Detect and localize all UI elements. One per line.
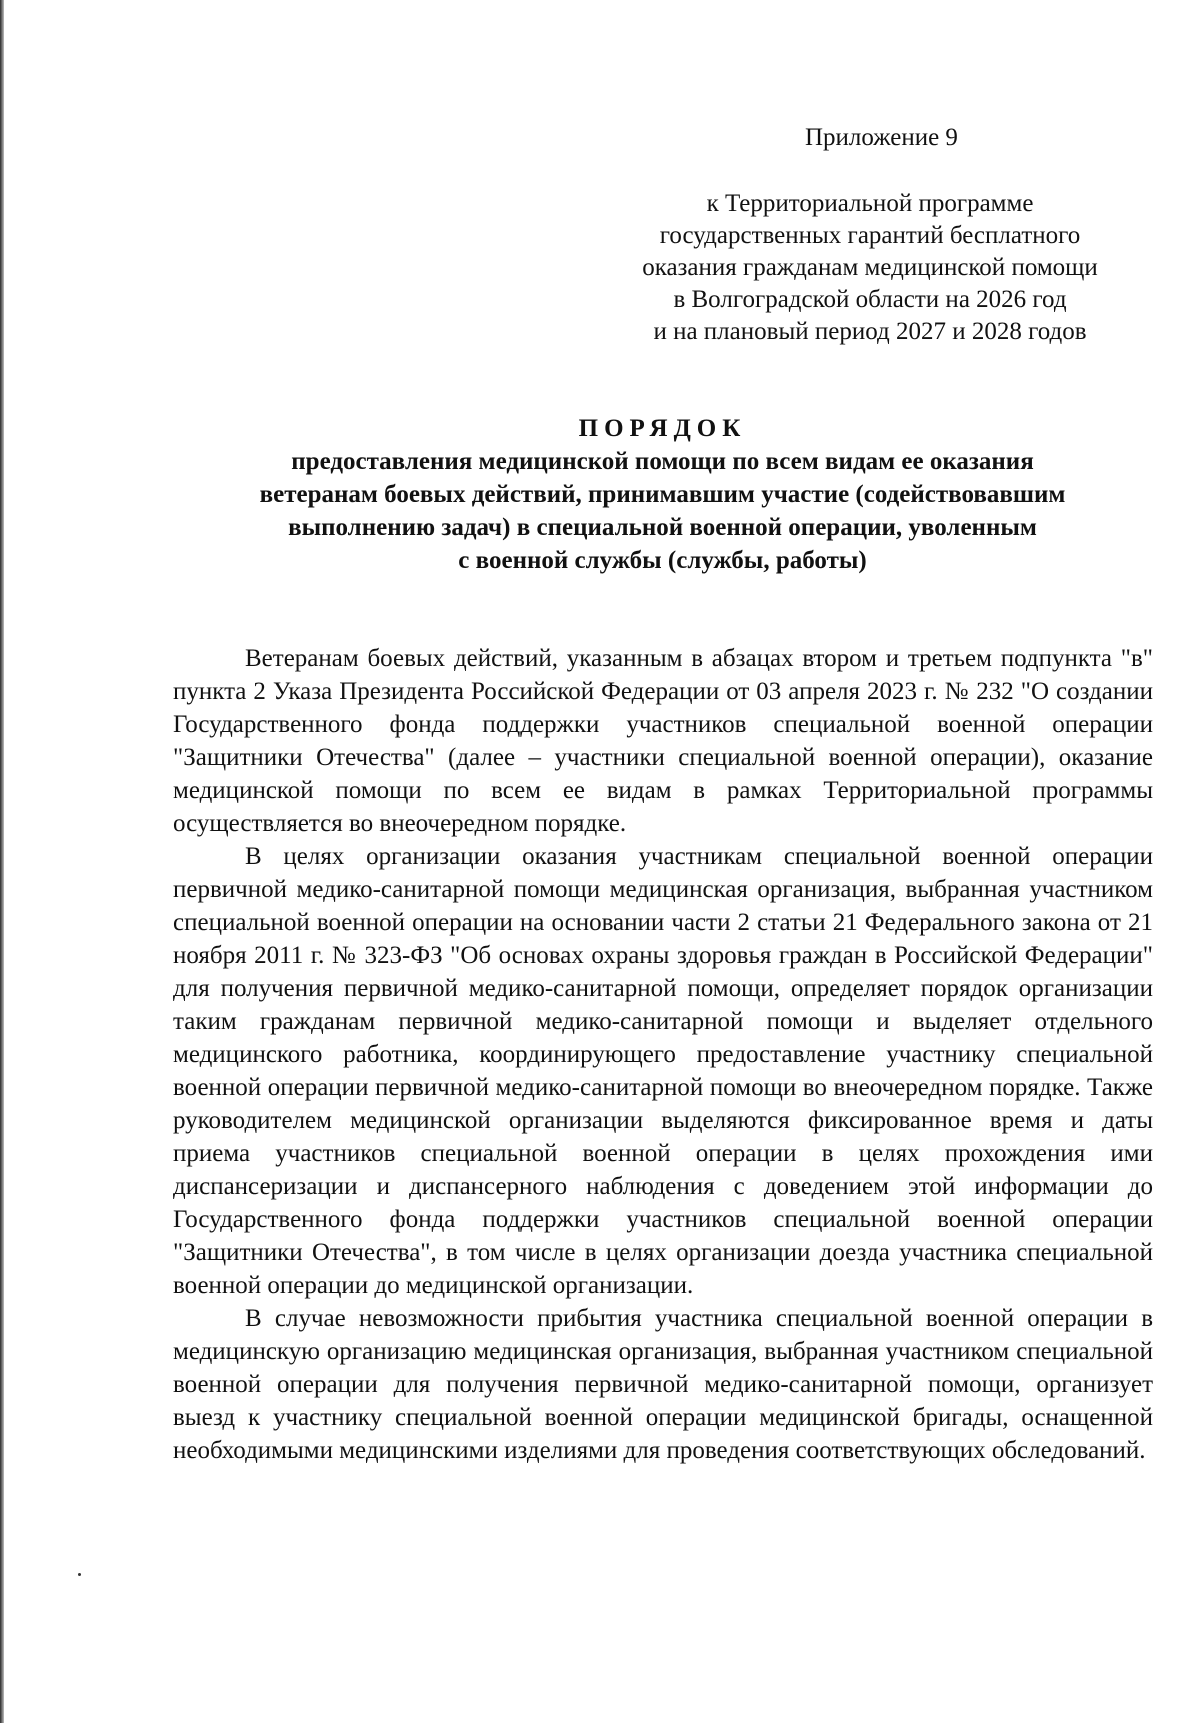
document-heading: [170, 412, 1155, 577]
program-reference: [610, 188, 1130, 348]
program-line: в Волгоградской области на 2026 год: [673, 286, 1067, 313]
document-title: ПОРЯДОК: [578, 415, 747, 442]
document-body: [173, 642, 1153, 1467]
appendix-label: Приложение 9: [805, 124, 958, 151]
program-line: и на плановый период 2027 и 2028 годов: [653, 318, 1087, 345]
body-paragraph: В целях организации оказания участникам специальной военной операции первичной медико-санитарной помощи медицинская организация, выбранная участником специальной военной операции на основании части 2 статьи 21 Федерального закона от 21 ноября 2011 г. № 323-ФЗ "Об основах охраны здоровья граждан в Российской Федерации" для получения первичной медико-санитарной помощи, определяет порядок организации таким гражданам первичной медико-санитарной помощи и выделяет отдельного медицинского работника, координирующего предоставление участнику специальной военной операции первичной медико-санитарной помощи во внеочередном порядке. Также руководителем медицинской организации выделяются фиксированное время и даты приема участников специальной военной операции в целях прохождения ими диспансеризации и диспансерного наблюдения с доведением этой информации до Государственного фонда поддержки участников специальной военной операции "Защитники Отечества", в том числе в целях организации доезда участника специальной военной операции до медицинской организации.: [173, 843, 1153, 1299]
scan-edge: [0, 0, 4, 1723]
body-paragraph: Ветеранам боевых действий, указанным в абзацах втором и третьем подпункта "в" пункта 2 Указа Президента Российской Федерации от 03 апреля 2023 г. № 232 "О создании Государственного фонда поддержки участников специальной военной операции "Защитники Отечества" (далее – участники специальной военной операции), оказание медицинской помощи по всем ее видам в рамках Территориальной программы осуществляется во внеочередном порядке.: [173, 645, 1153, 837]
heading-subtitle-line: предоставления медицинской помощи по всем видам ее оказания: [291, 448, 1034, 475]
program-line: к Территориальной программе: [706, 190, 1034, 217]
heading-subtitle-line: ветеранам боевых действий, принимавшим участие (содействовавшим: [259, 481, 1066, 508]
scan-speck: [78, 1573, 81, 1576]
heading-subtitle-line: выполнению задач) в специальной военной операции, уволенным: [288, 514, 1037, 541]
program-line: государственных гарантий бесплатного: [659, 222, 1081, 249]
body-paragraph: В случае невозможности прибытия участника специальной военной операции в медицинскую организацию медицинская организация, выбранная участником специальной военной операции для получения первичной медико-санитарной помощи, организует выезд к участнику специальной военной операции медицинской бригады, оснащенной необходимыми медицинскими изделиями для проведения соответствующих обследований.: [173, 1305, 1153, 1464]
program-line: оказания гражданам медицинской помощи: [642, 254, 1098, 281]
heading-subtitle-line: с военной службы (службы, работы): [458, 547, 867, 574]
